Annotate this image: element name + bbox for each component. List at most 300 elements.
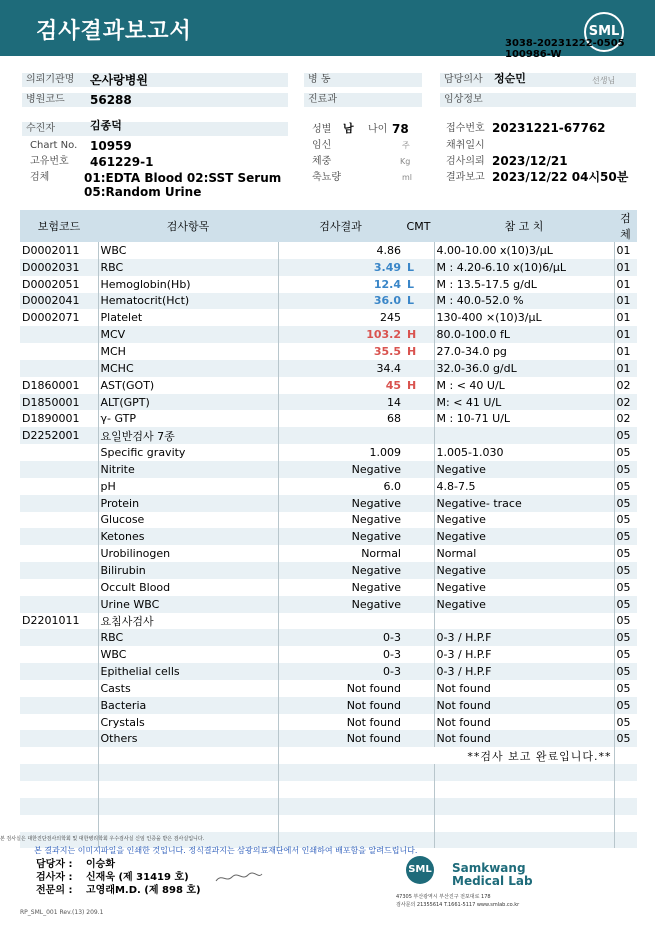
- hospital-code-value: 56288: [90, 93, 132, 107]
- test-result: Negative: [278, 596, 403, 613]
- certification-fine-print: 본 검사실은 대한진단검사의학회 및 대한병리학회 우수검사실 신임 인증을 받은 검사실입니다.: [0, 836, 205, 842]
- document-id: [505, 38, 625, 60]
- reference-range: Negative: [434, 512, 614, 529]
- col-header-result: 검사결과: [278, 210, 403, 242]
- table-row: [20, 714, 637, 731]
- insurance-code: [20, 343, 98, 360]
- report-label: 결과보고: [446, 172, 485, 183]
- table-row: [20, 646, 637, 663]
- test-item: 요침사검사: [98, 613, 278, 630]
- sml-logo-icon: SML: [584, 12, 624, 52]
- insurance-code: [20, 478, 98, 495]
- insurance-code: [20, 545, 98, 562]
- result-flag: [403, 394, 434, 411]
- test-item: Platelet: [98, 309, 278, 326]
- result-flag: [403, 495, 434, 512]
- empty-cell: [278, 781, 403, 798]
- patient-value: 김종덕: [90, 119, 122, 132]
- empty-cell: [20, 798, 98, 815]
- table-row: [20, 495, 637, 512]
- specimen-code: 02: [614, 377, 637, 394]
- table-end-row: [20, 747, 637, 764]
- doctor-label: 담당의사: [440, 73, 636, 87]
- table-row: [20, 427, 637, 444]
- specimen-code: 05: [614, 613, 637, 630]
- insurance-code: [20, 562, 98, 579]
- test-item: Bilirubin: [98, 562, 278, 579]
- test-result: 103.2: [278, 326, 403, 343]
- table-row: [20, 293, 637, 310]
- receipt-label: 접수번호: [446, 123, 485, 134]
- specimen-label: 검체: [30, 172, 50, 183]
- insurance-code: [20, 512, 98, 529]
- insurance-code: [20, 629, 98, 646]
- results-header-row: [20, 210, 637, 242]
- table-row: [20, 326, 637, 343]
- empty-cell: [20, 764, 98, 781]
- reference-range: M : 40.0-52.0 %: [434, 293, 614, 310]
- insurance-code: D0002071: [22, 311, 80, 325]
- test-item: WBC: [98, 646, 278, 663]
- insurance-code: D0002031: [20, 259, 98, 276]
- col-header-specimen: 검체: [614, 210, 637, 242]
- sex-value: 남: [343, 122, 354, 135]
- urine-unit: ml: [402, 173, 413, 182]
- test-item: MCV: [98, 326, 278, 343]
- table-row: [20, 259, 637, 276]
- test-result: [278, 613, 403, 630]
- reference-range: M: < 41 U/L: [434, 394, 614, 411]
- test-result: Not found: [278, 697, 403, 714]
- reference-range: M : 4.20-6.10 x(10)6/μL: [434, 259, 614, 276]
- company-name-line-2: Medical Lab: [452, 874, 533, 888]
- company-name: [452, 862, 533, 888]
- specimen-code: 05: [614, 646, 637, 663]
- empty-cell: [434, 764, 614, 781]
- reference-range: 4.8-7.5: [434, 478, 614, 495]
- staff-row-2: [36, 881, 201, 896]
- test-item: Hematocrit(Hct): [98, 293, 278, 310]
- insurance-code: [20, 579, 98, 596]
- specimen-code: 02: [614, 394, 637, 411]
- result-flag: H: [407, 378, 417, 392]
- clinical-label: 임상정보: [440, 93, 636, 107]
- test-item: Bacteria: [98, 697, 278, 714]
- report-title: 검사결과보고서: [36, 19, 192, 44]
- insurance-code: D2252001: [20, 427, 98, 444]
- result-flag: [403, 478, 434, 495]
- specimen-code: 05: [614, 461, 637, 478]
- dept-label: 진료과: [304, 93, 422, 107]
- test-item: Ketones: [98, 528, 278, 545]
- table-row: [20, 680, 637, 697]
- results-table: [20, 210, 637, 848]
- insurance-code: [20, 680, 98, 697]
- urine-label: 축뇨량: [312, 172, 341, 183]
- reference-range: Negative: [434, 562, 614, 579]
- reference-range: Negative: [434, 461, 614, 478]
- test-item: Hemoglobin(Hb): [98, 276, 278, 293]
- institution-value: 온사랑병원: [90, 73, 148, 87]
- result-flag: [403, 360, 434, 377]
- result-flag: [403, 410, 434, 427]
- test-result: Not found: [278, 680, 403, 697]
- request-label: 검사의뢰: [446, 156, 485, 167]
- result-flag: L: [403, 293, 434, 310]
- empty-cell: [614, 764, 637, 781]
- table-row: [20, 629, 637, 646]
- institution-label: 의뢰기관명: [22, 73, 288, 87]
- insurance-code: [20, 663, 98, 680]
- test-item: Nitrite: [98, 461, 278, 478]
- empty-cell: [98, 781, 278, 798]
- reference-range: Negative: [434, 596, 614, 613]
- receipt-value: 20231221-67762: [492, 121, 606, 135]
- hospital-code-label: 병원코드: [22, 93, 288, 107]
- result-flag: [403, 242, 434, 259]
- specimen-value-2: 05:Random Urine: [84, 185, 202, 199]
- specimen-code: 01: [614, 259, 637, 276]
- reference-range: 130-400 ×(10)3/μL: [434, 309, 614, 326]
- specimen-code: 05: [614, 545, 637, 562]
- specimen-code: 05: [614, 663, 637, 680]
- company-name-line-1: Samkwang: [452, 861, 526, 875]
- test-result: Negative: [278, 512, 403, 529]
- result-flag: [403, 444, 434, 461]
- specimen-code: 05: [614, 714, 637, 731]
- result-flag: [403, 714, 434, 731]
- reference-range: Not found: [434, 680, 614, 697]
- test-result: 4.86: [278, 242, 403, 259]
- table-row: [20, 613, 637, 630]
- id-value: 461229-1: [90, 155, 154, 169]
- empty-cell: [403, 798, 434, 815]
- test-item: WBC: [98, 242, 278, 259]
- reference-range: Negative- trace: [434, 495, 614, 512]
- report-complete-note: **검사 보고 완료입니다.**: [278, 747, 614, 764]
- test-result: 14: [278, 394, 403, 411]
- result-flag: [403, 461, 434, 478]
- test-result: Not found: [278, 730, 403, 747]
- test-result: 36.0: [278, 293, 403, 310]
- empty-cell: [278, 764, 403, 781]
- reference-range: 0-3 / H.P.F: [434, 663, 614, 680]
- reference-range: Normal: [434, 545, 614, 562]
- specimen-code: 05: [614, 579, 637, 596]
- specimen-code: 05: [614, 629, 637, 646]
- specimen-code: 05: [614, 562, 637, 579]
- sex-label: 성별: [312, 124, 332, 135]
- company-address-line: 47305 부산광역시 부산진구 전포대로 178: [396, 894, 491, 900]
- blank-row: [20, 781, 637, 798]
- table-row: [20, 309, 637, 326]
- blank-row: [20, 798, 637, 815]
- specimen-code: 05: [614, 495, 637, 512]
- insurance-code: D1890001: [22, 412, 80, 426]
- result-flag: [403, 309, 434, 326]
- test-result: 45: [278, 377, 403, 394]
- result-flag: [403, 680, 434, 697]
- insurance-code: [20, 461, 98, 478]
- weight-unit: Kg: [400, 157, 411, 166]
- test-item: Glucose: [98, 512, 278, 529]
- insurance-code: [20, 360, 98, 377]
- specimen-code: 02: [614, 410, 637, 427]
- test-result: Negative: [278, 461, 403, 478]
- result-flag: [403, 545, 434, 562]
- reference-range: 1.005-1.030: [434, 444, 614, 461]
- insurance-code: D0002041: [20, 293, 98, 310]
- insurance-code: [20, 528, 98, 545]
- test-result: Negative: [278, 495, 403, 512]
- table-row: [20, 478, 637, 495]
- sml-company-logo-icon: SML: [406, 856, 434, 884]
- insurance-code: [20, 444, 98, 461]
- table-row: [20, 394, 637, 411]
- insurance-code: D1850001: [20, 394, 98, 411]
- col-header-ref: 참 고 치: [434, 210, 614, 242]
- test-result: 12.4: [278, 276, 403, 293]
- staff-role: 검사자 :: [36, 872, 73, 883]
- specimen-code: 05: [614, 528, 637, 545]
- specimen-code: 05: [614, 596, 637, 613]
- result-flag: L: [407, 277, 415, 291]
- staff-role: 전문의 :: [36, 885, 73, 896]
- weight-label: 체중: [312, 156, 332, 167]
- specimen-code: 05: [614, 512, 637, 529]
- empty-cell: [434, 832, 614, 849]
- document-id-line-2: 100986-W: [505, 49, 562, 60]
- result-flag: [403, 579, 434, 596]
- test-item: Specific gravity: [98, 444, 278, 461]
- test-item: Crystals: [98, 714, 278, 731]
- reference-range: 0-3 / H.P.F: [434, 629, 614, 646]
- doctor-suffix: 선생님: [592, 76, 616, 85]
- request-date: 2023/12/21: [492, 154, 568, 168]
- chart-value: 10959: [90, 139, 132, 153]
- specimen-code: 05: [614, 427, 637, 444]
- insurance-code: [20, 646, 98, 663]
- specimen-code: 05: [614, 478, 637, 495]
- insurance-code: D1860001: [22, 378, 80, 392]
- empty-cell: [614, 747, 637, 764]
- specimen-code: 01: [614, 242, 637, 259]
- reference-range: Negative: [434, 579, 614, 596]
- empty-cell: [614, 798, 637, 815]
- test-result: 68: [278, 410, 403, 427]
- result-flag: H: [407, 344, 417, 358]
- result-flag: [403, 646, 434, 663]
- empty-cell: [434, 798, 614, 815]
- table-row: [20, 242, 637, 259]
- specimen-code: 05: [614, 680, 637, 697]
- col-header-item: 검사항목: [98, 210, 278, 242]
- table-row: [20, 730, 637, 747]
- staff-name: 고영래M.D. (제 898 호): [86, 885, 201, 896]
- reference-range: Not found: [434, 714, 614, 731]
- empty-cell: [278, 798, 403, 815]
- empty-cell: [98, 747, 278, 764]
- table-row: [20, 663, 637, 680]
- test-result: Negative: [278, 562, 403, 579]
- insurance-code: D2201011: [22, 614, 80, 628]
- empty-cell: [434, 781, 614, 798]
- result-flag: L: [403, 259, 434, 276]
- result-flag: [403, 697, 434, 714]
- test-result: 0-3: [278, 629, 403, 646]
- reference-range: M : 13.5-17.5 g/dL: [434, 276, 614, 293]
- result-flag: [403, 663, 434, 680]
- test-result: 35.5: [278, 343, 403, 360]
- document-id-line-1: 3038-20231222-0505: [505, 38, 625, 49]
- test-result: Negative: [278, 528, 403, 545]
- col-header-code: 보험코드: [20, 210, 98, 242]
- test-result: [278, 427, 403, 444]
- empty-cell: [98, 764, 278, 781]
- result-flag: [403, 528, 434, 545]
- test-item: Epithelial cells: [98, 663, 278, 680]
- reference-range: Negative: [434, 528, 614, 545]
- company-phone-line: 검사문의 21355614 T.1661-5117 www.smlab.co.kr: [396, 902, 520, 908]
- test-item: Protein: [98, 495, 278, 512]
- insurance-code: [20, 730, 98, 747]
- specimen-code: 05: [614, 730, 637, 747]
- test-item: γ- GTP: [98, 410, 278, 427]
- test-item: ALT(GPT): [98, 394, 278, 411]
- ward-label: 병 동: [304, 73, 422, 87]
- test-item: Occult Blood: [98, 579, 278, 596]
- blank-row: [20, 764, 637, 781]
- report-date: 2023/12/22 04시50분: [492, 170, 629, 184]
- test-result: 6.0: [278, 478, 403, 495]
- specimen-code: 01: [614, 309, 637, 326]
- table-row: [20, 343, 637, 360]
- age-label: 나이: [368, 124, 388, 135]
- insurance-code: D0002051: [22, 277, 80, 291]
- reference-range: 27.0-34.0 pg: [434, 343, 614, 360]
- reference-range: 4.00-10.00 x(10)3/μL: [434, 242, 614, 259]
- table-row: [20, 276, 637, 293]
- insurance-code: [20, 596, 98, 613]
- test-result: Negative: [278, 579, 403, 596]
- table-row: [20, 444, 637, 461]
- reference-range: [434, 427, 614, 444]
- form-code: RP_SML_001 Rev.(13) 209.1: [20, 909, 104, 916]
- insurance-code: [20, 714, 98, 731]
- empty-cell: [403, 781, 434, 798]
- empty-cell: [20, 747, 98, 764]
- staff-role: 담당자 :: [36, 859, 73, 870]
- staff-name: 신재욱 (제 31419 호): [86, 872, 189, 883]
- table-row: [20, 360, 637, 377]
- empty-cell: [98, 815, 278, 832]
- company-address: [396, 893, 519, 909]
- test-result: Normal: [278, 545, 403, 562]
- test-result: 0-3: [278, 663, 403, 680]
- empty-cell: [614, 781, 637, 798]
- reference-range: 0-3 / H.P.F: [434, 646, 614, 663]
- test-result: 0-3: [278, 646, 403, 663]
- test-item: Others: [98, 730, 278, 747]
- empty-cell: [434, 815, 614, 832]
- test-item: pH: [98, 478, 278, 495]
- test-result: 1.009: [278, 444, 403, 461]
- table-row: [20, 545, 637, 562]
- table-row: [20, 528, 637, 545]
- specimen-code: 05: [614, 444, 637, 461]
- specimen-code: 01: [614, 326, 637, 343]
- specimen-code: 05: [614, 697, 637, 714]
- table-row: [20, 579, 637, 596]
- empty-cell: [20, 815, 98, 832]
- age-value: 78: [392, 122, 409, 136]
- test-item: MCHC: [98, 360, 278, 377]
- results-body: [20, 242, 637, 848]
- test-result: 34.4: [278, 360, 403, 377]
- test-item: Casts: [98, 680, 278, 697]
- table-row: [20, 697, 637, 714]
- empty-cell: [278, 815, 403, 832]
- specimen-value-1: 01:EDTA Blood 02:SST Serum: [84, 171, 282, 185]
- insurance-code: [20, 326, 98, 343]
- pregnancy-unit: 주: [402, 141, 410, 150]
- print-notice: 본 결과지는 이미지파일을 인쇄한 것입니다. 정식결과지는 삼광의료재단에서 인쇄하여 배포함을 알려드립니다.: [34, 846, 418, 855]
- test-item: Urine WBC: [98, 596, 278, 613]
- test-item: MCH: [98, 343, 278, 360]
- empty-cell: [403, 764, 434, 781]
- specimen-code: 01: [614, 276, 637, 293]
- reference-range: 80.0-100.0 fL: [434, 326, 614, 343]
- patient-label: 수진자: [22, 122, 288, 136]
- empty-cell: [403, 815, 434, 832]
- pregnancy-label: 임신: [312, 140, 332, 151]
- test-item: AST(GOT): [98, 377, 278, 394]
- reference-range: Not found: [434, 730, 614, 747]
- result-flag: [403, 730, 434, 747]
- empty-cell: [98, 798, 278, 815]
- result-flag: [403, 562, 434, 579]
- test-item: Urobilinogen: [98, 545, 278, 562]
- reference-range: [434, 613, 614, 630]
- reference-range: M : 10-71 U/L: [434, 410, 614, 427]
- specimen-code: 01: [614, 293, 637, 310]
- blank-row: [20, 815, 637, 832]
- result-flag: H: [403, 326, 434, 343]
- insurance-code: [20, 697, 98, 714]
- empty-cell: [614, 832, 637, 849]
- test-result: 245: [278, 309, 403, 326]
- reference-range: Not found: [434, 697, 614, 714]
- test-result: 3.49: [278, 259, 403, 276]
- empty-cell: [20, 781, 98, 798]
- table-row: [20, 596, 637, 613]
- reference-range: 32.0-36.0 g/dL: [434, 360, 614, 377]
- test-item: RBC: [98, 259, 278, 276]
- result-flag: [403, 512, 434, 529]
- test-result: Not found: [278, 714, 403, 731]
- table-row: [20, 562, 637, 579]
- table-row: [20, 461, 637, 478]
- insurance-code: [20, 495, 98, 512]
- specimen-code: 01: [614, 360, 637, 377]
- table-row: [20, 410, 637, 427]
- chart-label: Chart No.: [30, 140, 78, 151]
- staff-name: 이승화: [86, 859, 115, 870]
- id-label: 고유번호: [30, 156, 69, 167]
- empty-cell: [614, 815, 637, 832]
- table-row: [20, 512, 637, 529]
- test-item: RBC: [98, 629, 278, 646]
